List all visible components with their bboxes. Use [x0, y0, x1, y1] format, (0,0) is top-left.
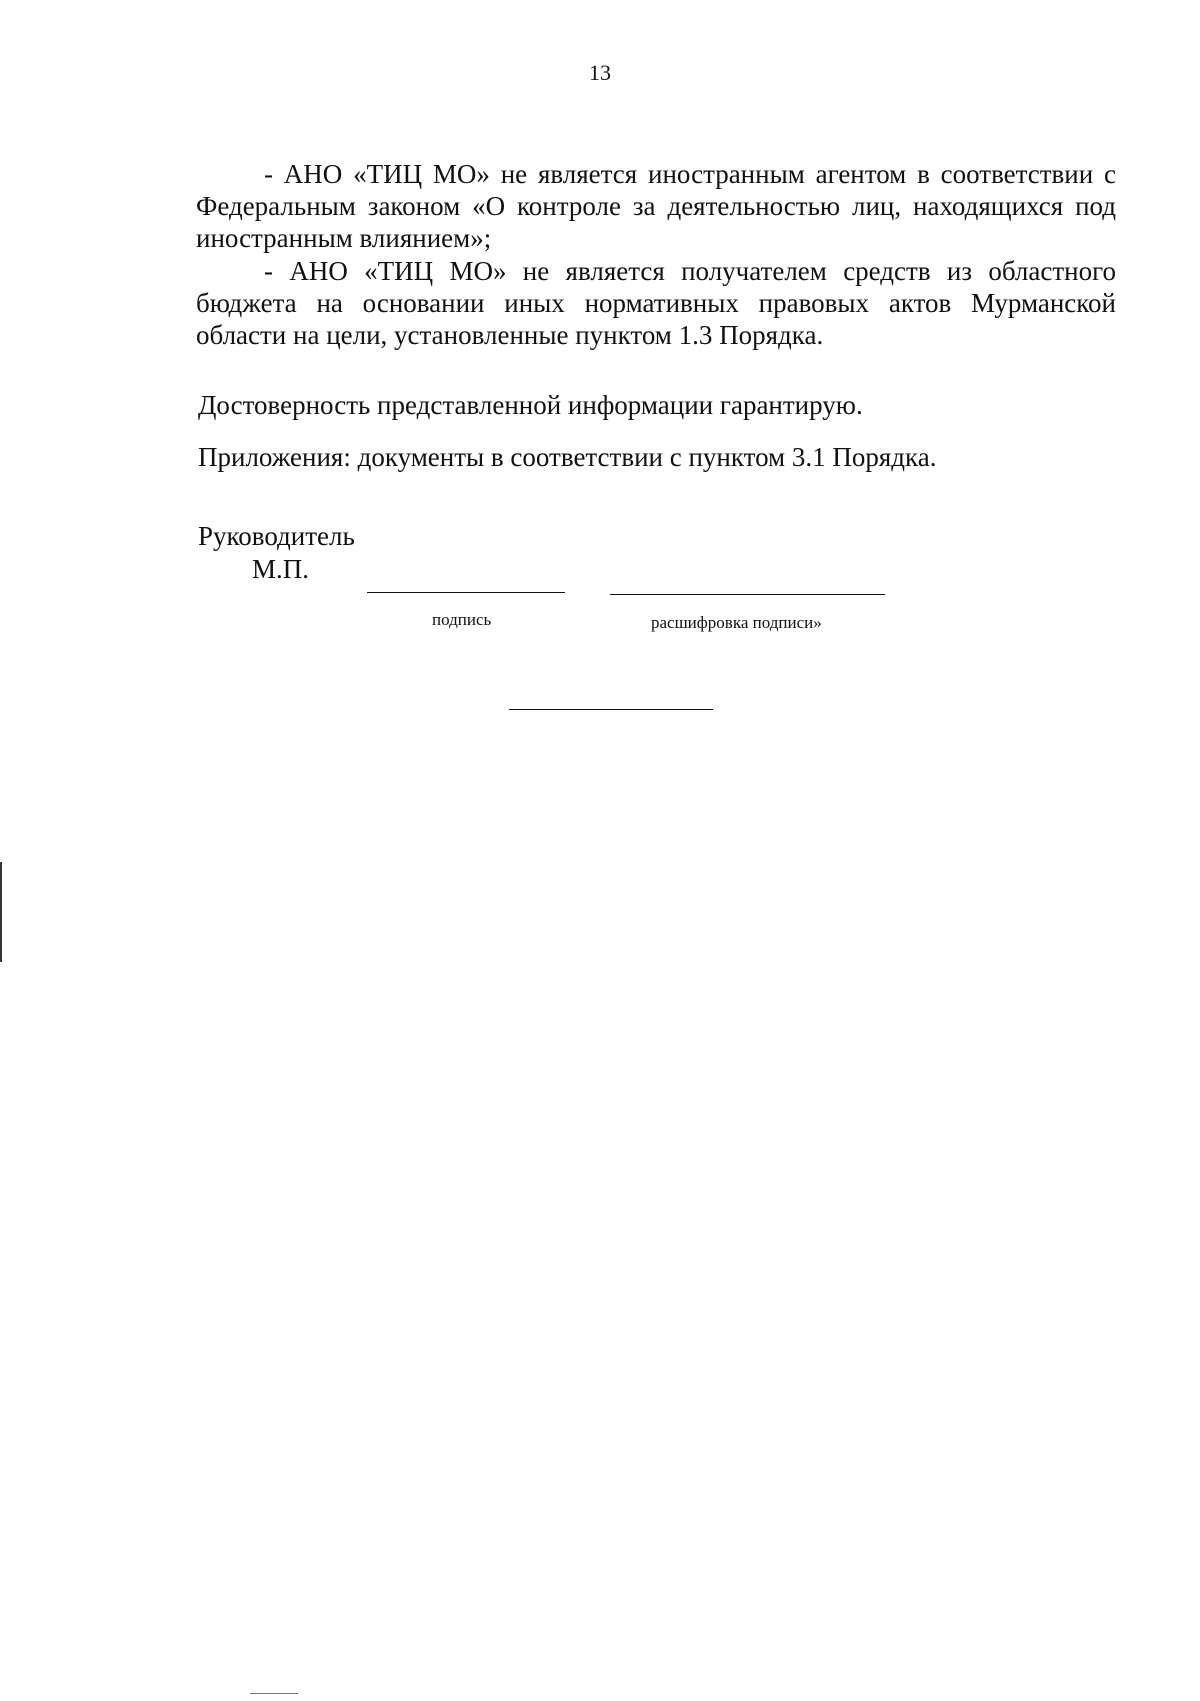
paragraph-budget-funds: - АНО «ТИЦ МО» не является получателем средств из областного бюджета на основании иных нормативных правовых актов Мурманской области на цели, установленные пунктом 1.3 Порядка.	[196, 256, 1116, 350]
scan-bottom-mark	[250, 1693, 298, 1694]
attachments-statement: Приложения: документы в соответствии с пунктом 3.1 Порядка.	[198, 442, 937, 472]
stamp-label: М.П.	[252, 554, 310, 584]
signature-line	[367, 592, 565, 593]
name-caption: расшифровка подписи»	[651, 613, 822, 632]
scan-edge-mark	[0, 862, 2, 962]
page-number: 13	[589, 60, 611, 85]
end-divider	[509, 709, 713, 710]
signature-caption: подпись	[432, 610, 492, 629]
signer-title: Руководитель	[198, 521, 355, 551]
reliability-statement: Достоверность представленной информации гарантирую.	[198, 390, 863, 420]
name-line	[610, 594, 885, 595]
paragraph-foreign-agent: - АНО «ТИЦ МО» не является иностранным агентом в соответствии с Федеральным законом «О контроле за деятельностью лиц, находящихся под иностранным влиянием»;	[196, 159, 1116, 253]
